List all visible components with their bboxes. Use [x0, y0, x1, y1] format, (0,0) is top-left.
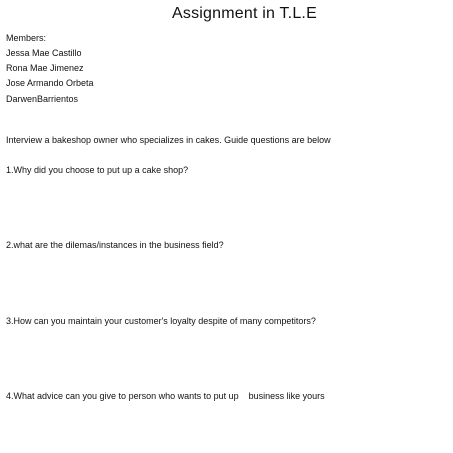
question: 2.what are the dilemas/instances in the business field? [6, 240, 224, 250]
document-title: Assignment in T.L.E [172, 5, 317, 22]
question: 4.What advice can you give to person who wants to put up business like yours [6, 391, 325, 401]
question: 3.How can you maintain your customer's loyalty despite of many competitors? [6, 316, 316, 326]
members-label: Members: [6, 33, 47, 43]
member-name: Jessa Mae Castillo [6, 48, 82, 58]
member-name: Jose Armando Orbeta [6, 78, 94, 88]
member-name: DarwenBarrientos [6, 94, 79, 104]
instruction-text: Interview a bakeshop owner who specializes in cakes. Guide questions are below [6, 135, 331, 145]
member-name: Rona Mae Jimenez [6, 63, 84, 73]
question: 1.Why did you choose to put up a cake shop? [6, 165, 189, 175]
